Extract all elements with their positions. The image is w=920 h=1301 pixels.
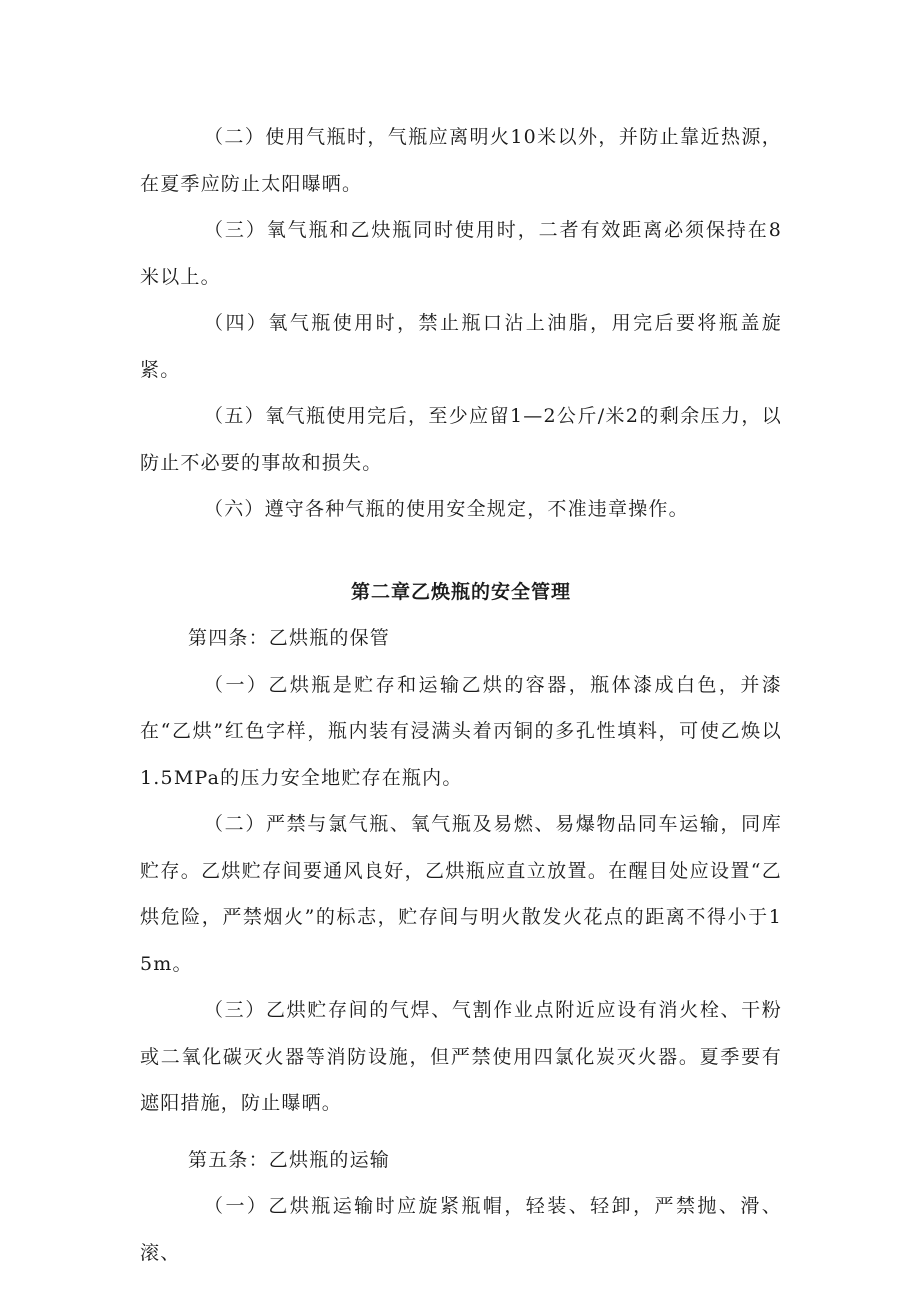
article-5-title: 第五条：乙烘瓶的运输 (188, 1148, 391, 1171)
document-body (140, 114, 782, 1276)
paragraph-6: （六）遵守各种气瓶的使用安全规定，不准违章操作。 (204, 498, 689, 520)
spacer (140, 1127, 782, 1137)
article-4-paragraph-1: （一）乙烘瓶是贮存和运输乙烘的容器，瓶体漆成白色，并漆在“乙烘”红色字样，瓶内装有浸满头着丙铜的多孔性填料，可使乙焕以1.5MPa的压力安全地贮存在瓶内。 (140, 673, 782, 789)
spacer (140, 533, 782, 569)
article-4-title: 第四条：乙烘瓶的保管 (188, 627, 391, 649)
paragraph-4: （四）氧气瓶使用时，禁止瓶口沾上油脂，用完后要将瓶盖旋紧。 (140, 312, 782, 381)
article-4-paragraph-3: （三）乙烘贮存间的气焊、气割作业点附近应设有消火栓、干粉或二氧化碳灭火器等消防设施，但严禁使用四氯化炭灭火器。夏季要有遮阳措施，防止曝晒。 (140, 999, 782, 1114)
chapter-title: 第二章乙焕瓶的安全管理 (350, 580, 571, 603)
paragraph-3: （三）氧气瓶和乙炔瓶同时使用时，二者有效距离必须保持在8米以上。 (140, 219, 782, 288)
article-4-paragraph-2: （二）严禁与氯气瓶、氧气瓶及易燃、易爆物品同车运输，同库贮存。乙烘贮存间要通风良好，乙烘瓶应直立放置。在醒目处应设置“乙烘危险，严禁烟火”的标志，贮存间与明火散发火花点的距离不得小于15m。 (140, 813, 782, 975)
paragraph-5: （五）氧气瓶使用完后，至少应留1—2公斤/米2的剩余压力，以防止不必要的事故和损失。 (140, 405, 782, 474)
paragraph-2: （二）使用气瓶时，气瓶应离明火10米以外，并防止靠近热源，在夏季应防止太阳曝晒。 (140, 126, 782, 195)
article-5-paragraph-1: （一）乙烘瓶运输时应旋紧瓶帽，轻装、轻卸，严禁抛、滑、滚、 (140, 1195, 782, 1264)
